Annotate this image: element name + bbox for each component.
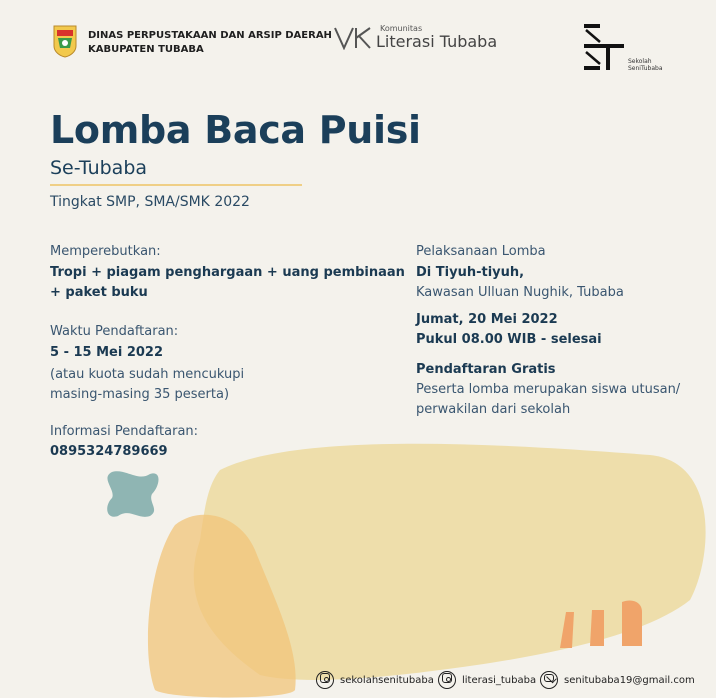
orange-bar-3 xyxy=(622,600,642,646)
literasi-small-label: Komunitas xyxy=(380,24,423,33)
organization-name xyxy=(88,29,332,57)
literasi-name: Literasi Tubaba xyxy=(376,32,498,51)
registration-note-1: (atau kuota sudah mencukupi xyxy=(50,367,245,382)
prize-line-2: + paket buku xyxy=(50,285,148,300)
instagram-sekolah-link[interactable] xyxy=(316,671,434,689)
prize-line-1: Tropi + piagam penghargaan + uang pembinaan xyxy=(50,265,405,280)
info-phone: 0895324789669 xyxy=(50,444,168,459)
info-label: Informasi Pendaftaran: xyxy=(50,424,199,439)
venue-line-2: Kawasan Ulluan Nughik, Tubaba xyxy=(416,285,624,300)
page-subtitle: Se-Tubaba xyxy=(50,157,148,179)
page-title: Lomba Baca Puisi xyxy=(50,108,421,152)
st-line-1: Sekolah xyxy=(628,58,652,65)
sekolah-seni-tubaba-logo-icon xyxy=(582,22,626,72)
instagram-icon xyxy=(438,671,456,689)
email-address: senitubaba19@gmail.com xyxy=(564,675,695,686)
execution-label: Pelaksanaan Lomba xyxy=(416,244,546,259)
regency-emblem-icon xyxy=(52,24,78,58)
prize-label: Memperebutkan: xyxy=(50,244,161,259)
instagram-literasi-handle: literasi_tubaba xyxy=(462,675,537,686)
orange-bar-2 xyxy=(590,610,604,646)
free-registration-label: Pendaftaran Gratis xyxy=(416,362,556,377)
literasi-tubaba-logo-icon xyxy=(334,26,372,50)
event-time: Pukul 08.00 WIB - selesai xyxy=(416,332,602,347)
venue-line-1: Di Tiyuh-tiyuh, xyxy=(416,265,525,280)
org-line-1: DINAS PERPUSTAKAAN DAN ARSIP DAERAH xyxy=(88,30,332,41)
teal-cross-shape xyxy=(107,471,158,517)
event-date: Jumat, 20 Mei 2022 xyxy=(416,312,558,327)
mail-icon xyxy=(540,671,558,689)
free-note-1: Peserta lomba merupakan siswa utusan/ xyxy=(416,382,681,397)
registration-time-value: 5 - 15 Mei 2022 xyxy=(50,345,164,360)
instagram-icon xyxy=(316,671,334,689)
registration-time-label: Waktu Pendaftaran: xyxy=(50,324,179,339)
registration-note-2: masing-masing 35 peserta) xyxy=(50,387,230,402)
email-link[interactable] xyxy=(540,671,695,689)
org-line-2: KABUPATEN TUBABA xyxy=(88,44,204,55)
instagram-literasi-link[interactable] xyxy=(438,671,536,689)
title-underline xyxy=(50,184,302,186)
competition-level: Tingkat SMP, SMA/SMK 2022 xyxy=(50,194,250,210)
free-note-2: perwakilan dari sekolah xyxy=(416,402,571,417)
sekolah-seni-label xyxy=(628,58,663,72)
instagram-sekolah-handle: sekolahsenitubaba xyxy=(340,675,434,686)
st-line-2: SeniTubaba xyxy=(628,65,663,72)
